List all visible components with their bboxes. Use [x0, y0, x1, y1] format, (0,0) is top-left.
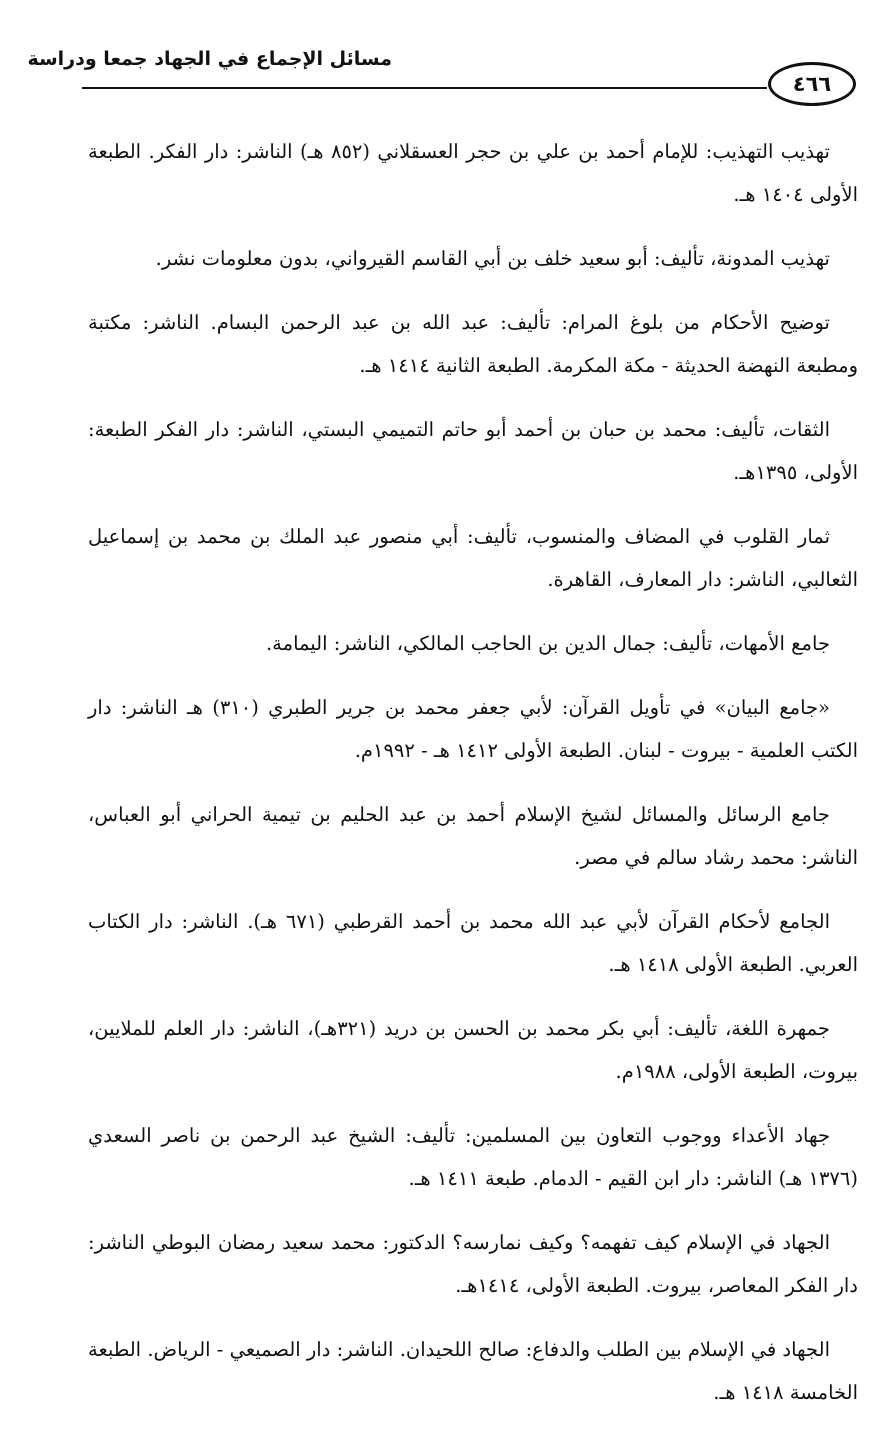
bibliography-entry: جامع الأمهات، تأليف: جمال الدين بن الحاجب المالكي، الناشر: اليمامة.	[265, 632, 830, 655]
bibliography-entry: جامع الرسائل والمسائل لشيخ الإسلام أحمد بن عبد الحليم بن تيمية الحراني أبو العباس، الناشر: محمد رشاد سالم في مصر.	[88, 803, 858, 869]
bibliography-entry: توضيح الأحكام من بلوغ المرام: تأليف: عبد الله بن عبد الرحمن البسام. الناشر: مكتبة ومطبعة النهضة الحديثة - مكة المكرمة. الطبعة الثانية ١٤١٤ هـ.	[88, 311, 858, 377]
bibliography-entry: الجامع لأحكام القرآن لأبي عبد الله محمد بن أحمد القرطبي (٦٧١ هـ). الناشر: دار الكتاب العربي. الطبعة الأولى ١٤١٨ هـ.	[88, 910, 858, 976]
bibliography-entry: ثمار القلوب في المضاف والمنسوب، تأليف: أبي منصور عبد الملك بن محمد بن إسماعيل الثعالبي، الناشر: دار المعارف، القاهرة.	[88, 525, 858, 591]
bibliography-entry: تهذيب المدونة، تأليف: أبو سعيد خلف بن أبي القاسم القيرواني، بدون معلومات نشر.	[155, 247, 830, 270]
running-title: مسائل الإجماع في الجهاد جمعا ودراسة	[27, 48, 392, 70]
bibliography-entry: الثقات، تأليف: محمد بن حبان بن أحمد أبو حاتم التميمي البستي، الناشر: دار الفكر الطبعة: الأولى، ١٣٩٥هـ.	[88, 418, 858, 484]
bibliography-entry: الجهاد في الإسلام بين الطلب والدفاع: صالح اللحيدان. الناشر: دار الصميعي - الرياض. الطبعة الخامسة ١٤١٨ هـ.	[88, 1338, 858, 1404]
bibliography-list	[88, 130, 858, 1435]
bibliography-entry: جهاد الأعداء ووجوب التعاون بين المسلمين: تأليف: الشيخ عبد الرحمن بن ناصر السعدي (١٣٧٦ هـ) الناشر: دار ابن القيم - الدمام. طبعة ١٤١١ هـ.	[88, 1124, 858, 1190]
page-number-badge: ٤٦٦	[768, 62, 856, 106]
header-rule	[82, 87, 767, 89]
bibliography-entry: «جامع البيان» في تأويل القرآن: لأبي جعفر محمد بن جرير الطبري (٣١٠) هـ الناشر: دار الكتب العلمية - بيروت - لبنان. الطبعة الأولى ١٤١٢ هـ - ١٩٩٢م.	[88, 696, 858, 762]
bibliography-entry: تهذيب التهذيب: للإمام أحمد بن علي بن حجر العسقلاني (٨٥٢ هـ) الناشر: دار الفكر. الطبعة الأولى ١٤٠٤ هـ.	[88, 140, 858, 206]
bibliography-entry: جمهرة اللغة، تأليف: أبي بكر محمد بن الحسن بن دريد (٣٢١هـ)، الناشر: دار العلم للملايين، بيروت، الطبعة الأولى، ١٩٨٨م.	[88, 1017, 858, 1083]
bibliography-entry: الجهاد في الإسلام كيف تفهمه؟ وكيف نمارسه؟ الدكتور: محمد سعيد رمضان البوطي الناشر: دار الفكر المعاصر، بيروت. الطبعة الأولى، ١٤١٤هـ.	[88, 1231, 858, 1297]
